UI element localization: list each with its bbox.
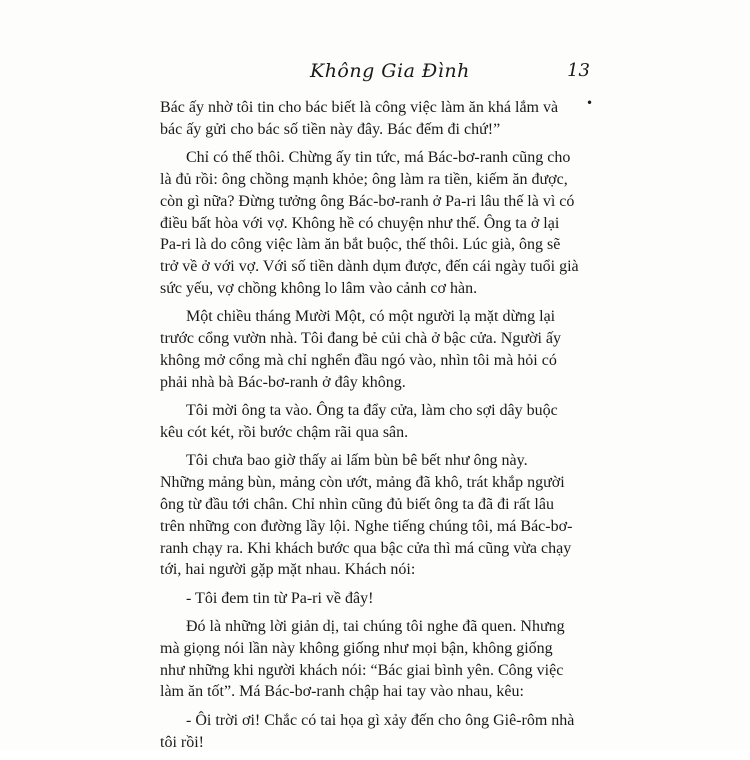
paragraph (160, 400, 590, 444)
text-line: điều bất hòa với vợ. Không hề có chuyện như thế. Ông ta ở lại (160, 214, 560, 232)
text-line: mà giọng nói lần này không giống như mọi bận, không giống (160, 639, 553, 657)
paragraph (160, 450, 590, 581)
text-line: phải nhà bà Bác-bơ-ranh ở đây không. (160, 373, 406, 391)
body-text (160, 97, 590, 760)
paragraph (160, 306, 590, 393)
text-line: ranh chạy ra. Khi khách bước qua bậc cửa thì má cũng vừa chạy (160, 539, 572, 557)
text-line: làm ăn tốt”. Má Bác-bơ-ranh chập hai tay vào nhau, kêu: (160, 683, 524, 701)
text-line: sức yếu, vợ chồng không lo lâm vào cảnh cơ hàn. (160, 279, 478, 297)
running-header (160, 60, 590, 88)
book-title: Không Gia Đình (310, 60, 470, 82)
print-speck: • (586, 96, 594, 110)
text-line: bác ấy gửi cho bác số tiền này đây. Bác đếm đi chứ!” (160, 120, 501, 138)
text-line: tôi rồi! (160, 733, 204, 751)
text-line: kêu cót két, rồi bước chậm rãi qua sân. (160, 423, 409, 441)
paragraph (160, 710, 590, 754)
text-line: - Tôi đem tin từ Pa-ri về đây! (186, 589, 374, 607)
text-line: Những mảng bùn, mảng còn ướt, mảng đã khô, trát khắp người (160, 474, 565, 492)
paragraph (160, 147, 590, 300)
text-line: Chỉ có thế thôi. Chừng ấy tin tức, má Bác-bơ-ranh cũng cho (186, 149, 571, 167)
text-line: ông từ đầu tới chân. Chỉ nhìn cũng đủ biết ông ta đã đi rất lâu (160, 495, 554, 513)
text-line: tới, hai người gặp mặt nhau. Khách nói: (160, 561, 416, 579)
paragraph (160, 616, 590, 703)
text-line: không mở cổng mà chỉ nghển đầu ngó vào, nhìn tôi mà hỏi có (160, 351, 557, 369)
text-line: Đó là những lời giản dị, tai chúng tôi nghe đã quen. Nhưng (186, 618, 565, 636)
text-line: trên những con đường lầy lội. Nghe tiếng chúng tôi, má Bác-bơ- (160, 517, 573, 535)
text-line: Tôi chưa bao giờ thấy ai lấm bùn bê bết như ông này. (186, 452, 528, 470)
text-line: còn gì nữa? Đừng tưởng ông Bác-bơ-ranh ở Pa-ri lâu thế là vì có (160, 192, 575, 210)
text-line: Pa-ri là do công việc làm ăn bắt buộc, thế thôi. Lúc già, ông sẽ (160, 236, 561, 254)
text-line: trở về ở với vợ. Với số tiền dành dụm được, đến cái ngày tuổi già (160, 258, 579, 276)
text-line: - Ôi trời ơi! Chắc có tai họa gì xảy đến cho ông Giê-rôm nhà (186, 711, 575, 729)
text-line: Bác ấy nhờ tôi tin cho bác biết là công việc làm ăn khá lắm và (160, 99, 559, 116)
paragraph (160, 97, 590, 141)
paragraph (160, 588, 590, 610)
page-number: 13 (567, 60, 590, 81)
text-line: Một chiều tháng Mười Một, có một người lạ mặt dừng lại (186, 308, 556, 326)
text-line: trước cổng vườn nhà. Tôi đang bẻ củi chà ở bậc cửa. Người ấy (160, 330, 561, 348)
text-line: là đủ rồi: ông chồng mạnh khỏe; ông làm ra tiền, kiếm ăn được, (160, 170, 568, 188)
text-line: Tôi mời ông ta vào. Ông ta đẩy cửa, làm cho sợi dây buộc (186, 402, 558, 420)
text-line: như những khi người khách nói: “Bác giai bình yên. Công việc (160, 661, 564, 679)
